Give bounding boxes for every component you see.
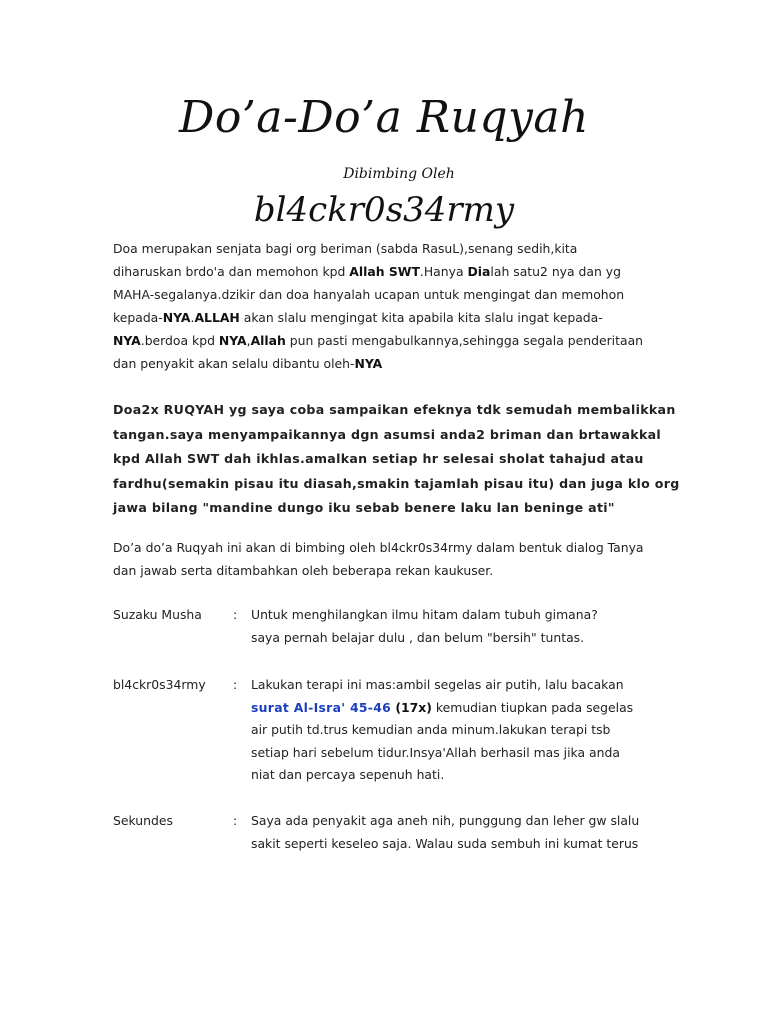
intro-line-3: MAHA-segalanya.dzikir dan doa hanyalah ucapan untuk mengingat dan memohon xyxy=(113,287,625,302)
intro-line-1: Doa merupakan senjata bagi org beriman (sabda RasuL),senang sedih,kita xyxy=(113,241,578,256)
document-subtitle: Dibimbing Oleh xyxy=(343,166,455,182)
dialog-speaker: Sekundes xyxy=(113,813,173,828)
dialog-speaker: Suzaku Musha xyxy=(113,607,202,622)
dialog-line: air putih td.trus kemudian anda minum.lakukan terapi tsb xyxy=(251,722,611,737)
notice-line-1: Doa2x RUQYAH yg saya coba sampaikan efeknya tdk semudah membalikkan xyxy=(113,402,676,417)
dialog-colon: : xyxy=(233,813,238,828)
dialog-line: Lakukan terapi ini mas:ambil segelas air putih, lalu bacakan xyxy=(251,677,624,692)
dialog-speaker: bl4ckr0s34rmy xyxy=(113,677,206,692)
dialog-line: Saya ada penyakit aga aneh nih, punggung dan leher gw slalu xyxy=(251,813,640,828)
intro-line-4: kepada-NYA.ALLAH akan slalu mengingat kita apabila kita slalu ingat kepada- xyxy=(113,310,603,325)
intro-line-2: diharuskan brdo'a dan memohon kpd Allah SWT.Hanya Dialah satu2 nya dan yg xyxy=(113,264,621,279)
document-title: Do’a-Do’a Ruqyah xyxy=(179,92,589,143)
dialog-line: sakit seperti keseleo saja. Walau suda sembuh ini kumat terus xyxy=(251,835,639,851)
dialog-line: niat dan percaya sepenuh hati. xyxy=(251,767,445,782)
dialog-line: Untuk menghilangkan ilmu hitam dalam tubuh gimana? xyxy=(251,607,598,622)
dialog-colon: : xyxy=(233,677,238,692)
guide-paragraph xyxy=(113,536,658,582)
notice-line-3: kpd Allah SWT dah ikhlas.amalkan setiap hr selesai sholat tahajud atau xyxy=(113,451,644,466)
notice-line-5: jawa bilang "mandine dungo iku sebab benere laku lan beninge ati" xyxy=(113,500,615,515)
dialog-line: surat Al-Isra' 45-46 (17x) kemudian tiupkan pada segelas xyxy=(251,699,634,715)
dialog-message xyxy=(251,810,671,855)
dialog-colon: : xyxy=(233,607,238,622)
guide-line-2: dan jawab serta ditambahkan oleh beberapa rekan kaukuser. xyxy=(113,563,494,578)
dialog-message xyxy=(251,674,671,787)
dialog-line: saya pernah belajar dulu , dan belum "bersih" tuntas. xyxy=(251,629,585,645)
intro-line-5: NYA.berdoa kpd NYA,Allah pun pasti mengabulkannya,sehingga segala penderitaan xyxy=(113,333,644,348)
dialog-message xyxy=(251,604,671,649)
notice-line-2: tangan.saya menyampaikannya dgn asumsi anda2 briman dan brtawakkal xyxy=(113,426,662,442)
notice-line-4: fardhu(semakin pisau itu diasah,smakin tajamlah pisau itu) dan juga klo org xyxy=(113,475,680,491)
dialog-line: setiap hari sebelum tidur.Insya'Allah berhasil mas jika anda xyxy=(251,744,620,760)
document-author: bl4ckr0s34rmy xyxy=(253,190,515,230)
repeat-count: (17x) xyxy=(391,699,432,715)
intro-paragraph xyxy=(113,237,658,375)
surah-link[interactable]: surat Al-Isra' 45-46 xyxy=(251,699,392,715)
guide-line-1: Do’a do’a Ruqyah ini akan di bimbing oleh bl4ckr0s34rmy dalam bentuk dialog Tanya xyxy=(113,540,644,555)
notice-paragraph xyxy=(113,398,680,521)
intro-line-6: dan penyakit akan selalu dibantu oleh-NYA xyxy=(113,356,383,371)
